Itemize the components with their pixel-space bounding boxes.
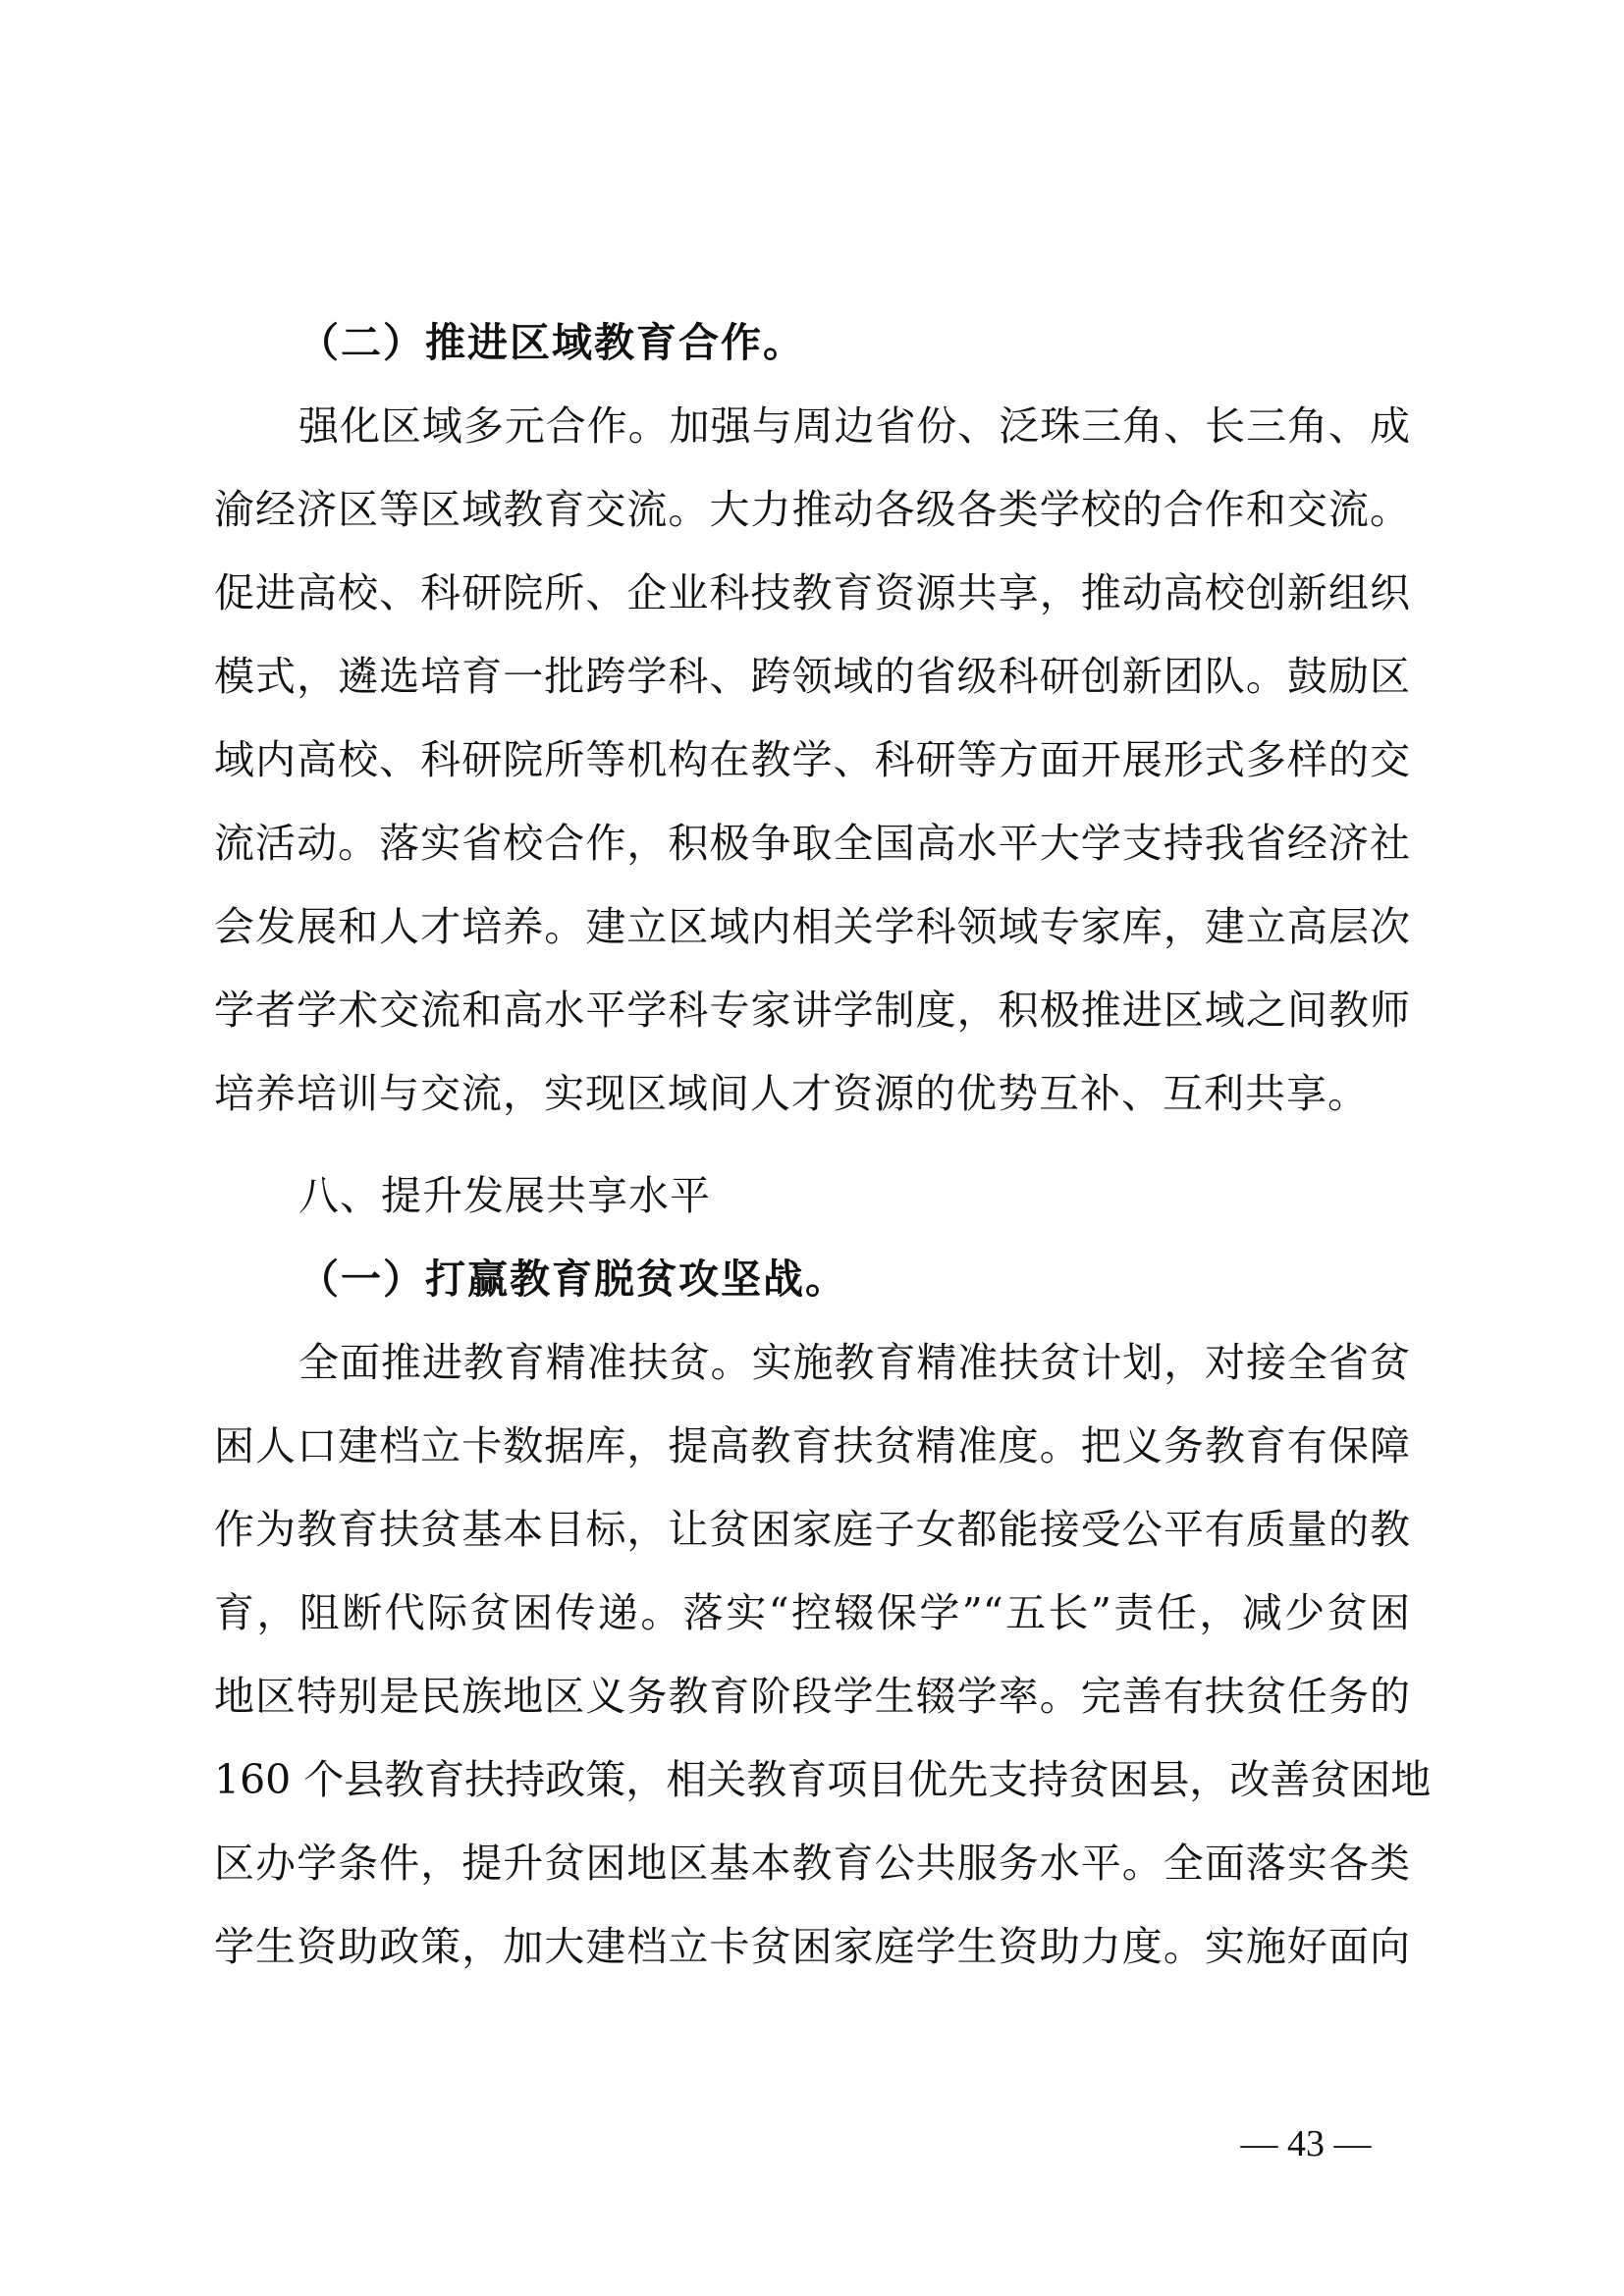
paragraph-line: 育，阻断代际贫困传递。落实“控辍保学”“五长”责任，减少贫困	[214, 1589, 1410, 1636]
paragraph-line-last: 培养培训与交流，实现区域间人才资源的优势互补、互利共享。	[214, 1070, 1369, 1117]
paragraph-line: 会发展和人才培养。建立区域内相关学科领域专家库，建立高层次	[214, 903, 1410, 950]
paragraph-line: 全面推进教育精准扶贫。实施教育精准扶贫计划，对接全省贫	[298, 1339, 1410, 1386]
paragraph-line: 流活动。落实省校合作，积极争取全国高水平大学支持我省经济社	[214, 820, 1410, 867]
paragraph-line: 域内高校、科研院所等机构在教学、科研等方面开展形式多样的交	[214, 736, 1410, 783]
paragraph-line: 地区特别是民族地区义务教育阶段学生辍学率。完善有扶贫任务的	[214, 1673, 1410, 1720]
paragraph-line: 促进高校、科研院所、企业科技教育资源共享，推动高校创新组织	[214, 569, 1410, 616]
paragraph-line: 模式，遴选培育一批跨学科、跨领域的省级科研创新团队。鼓励区	[214, 653, 1410, 700]
paragraph-line: 困人口建档立卡数据库，提高教育扶贫精准度。把义务教育有保障	[214, 1422, 1410, 1469]
paragraph-line: 渝经济区等区域教育交流。大力推动各级各类学校的合作和交流。	[214, 486, 1410, 533]
paragraph-line: 作为教育扶贫基本目标，让贫困家庭子女都能接受公平有质量的教	[214, 1506, 1410, 1553]
page-number: — 43 —	[1240, 2123, 1372, 2164]
section-heading-regional-cooperation: （二）推进区域教育合作。	[298, 319, 805, 366]
paragraph-line: 强化区域多元合作。加强与周边省份、泛珠三角、长三角、成	[298, 402, 1410, 450]
paragraph-line: 学生资助政策，加大建档立卡贫困家庭学生资助力度。实施好面向	[214, 1923, 1410, 1970]
paragraph-line: 学者学术交流和高水平学科专家讲学制度，积极推进区域之间教师	[214, 987, 1410, 1034]
chapter-heading-shared-development: 八、提升发展共享水平	[298, 1172, 711, 1219]
paragraph-line: 区办学条件，提升贫困地区基本教育公共服务水平。全面落实各类	[214, 1840, 1410, 1887]
section-heading-poverty-alleviation: （一）打赢教育脱贫攻坚战。	[298, 1255, 847, 1303]
paragraph-line: 160 个县教育扶持政策，相关教育项目优先支持贫困县，改善贫困地	[214, 1756, 1432, 1803]
